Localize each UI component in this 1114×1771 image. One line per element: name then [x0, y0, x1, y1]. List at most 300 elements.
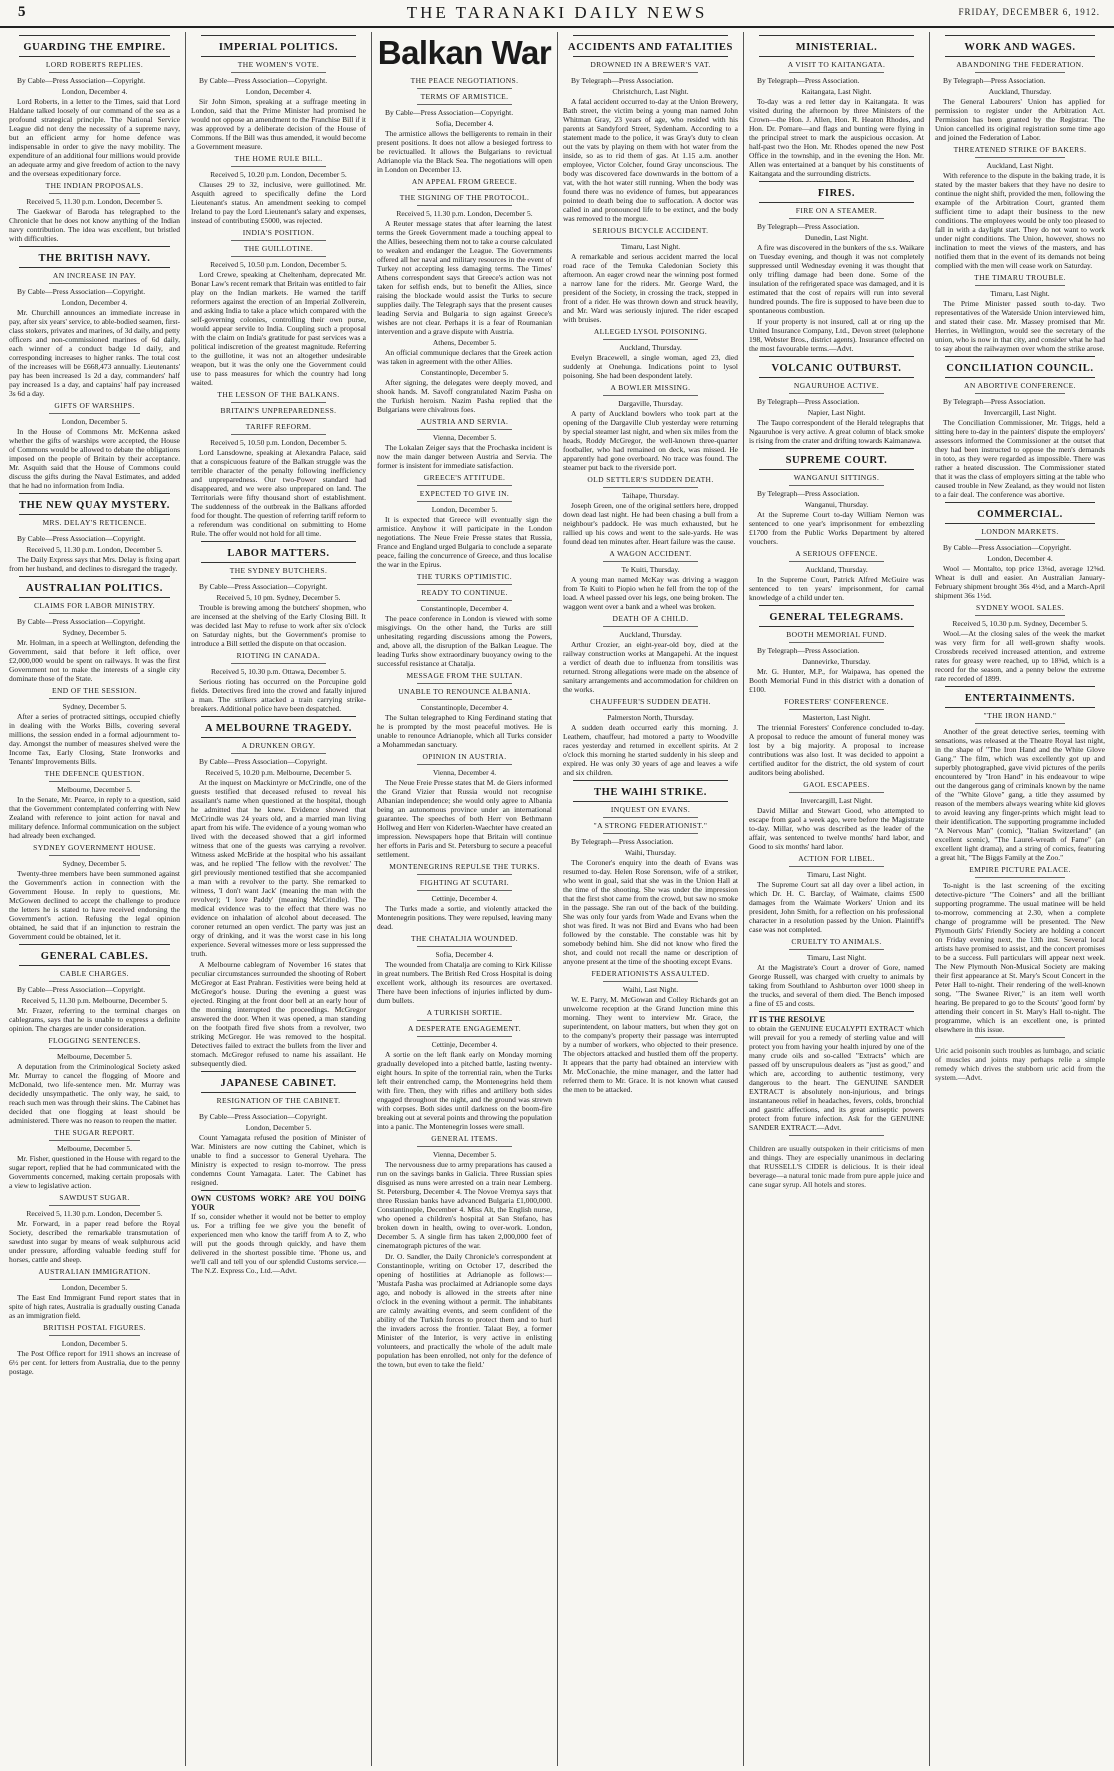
article-subhead: THREATENED STRIKE OF BAKERS.: [953, 145, 1087, 154]
article-body: At the Magistrate's Court a drover of Gore, named George Russell, was charged with cruelty to animals by taking from Southland to Ashburton over 1000 sheep in the trucks, and several of them died. The Bench imposed a fine of £5 and costs.: [749, 963, 924, 1008]
article-subhead: OLD SETTLER'S SUDDEN DEATH.: [587, 475, 714, 484]
rule: [417, 699, 512, 700]
article-byline: By Telegraph—Press Association.: [757, 489, 860, 498]
article-body: Arthur Crozier, an eight-year-old boy, died at the railway construction works at Mangapehi. At the inquest a verdict of death due to influenza from tonsilitis was returned. Strong allegations were made on the absence of sanitary arrangements and accommodation for children on the works.: [563, 640, 738, 694]
advertisement: [191, 1194, 366, 1275]
article-subhead: FIRE ON A STEAMER.: [795, 206, 878, 215]
article-body: The peace conference in London is viewed with some misgivings. On the other hand, the Turks are still unhesitating regarding discussions among the Powers, and, above all, the disruption of the Balkan League. The leading Turks show extraordinary buoyancy owing to the successful resistance at Chatalja.: [377, 614, 552, 668]
article-dateline: Auckland, Thursday.: [988, 87, 1052, 96]
article-dateline: London, December 5.: [61, 417, 128, 426]
article-headline: THE NEW QUAY MYSTERY.: [19, 500, 170, 511]
rule: [789, 485, 884, 486]
article-headline: WORK AND WAGES.: [964, 42, 1076, 53]
article-dateline: Timaru, Last Night.: [990, 289, 1050, 298]
article-subhead: RESIGNATION OF THE CABINET.: [216, 1096, 341, 1105]
rule: [573, 56, 728, 57]
rule: [573, 35, 728, 36]
article-dateline: Melbourne, December 5.: [57, 1144, 132, 1153]
rule: [945, 707, 1095, 708]
article: [9, 769, 180, 840]
rule: [231, 418, 326, 419]
article-dateline: Sydney, December 5.: [62, 859, 127, 868]
article-byline: By Cable—Press Association—Copyright.: [199, 1112, 328, 1121]
article-subhead: AUSTRALIAN IMMIGRATION.: [38, 1267, 151, 1276]
article-subhead: SERIOUS BICYCLE ACCIDENT.: [592, 226, 709, 235]
page-number: 5: [18, 4, 26, 20]
article-subhead: THE SIGNING OF THE PROTOCOL.: [399, 193, 530, 202]
article-body: The Turks made a sortie, and violently attacked the Montenegrin positions. They were repulsed, leaving many dead.: [377, 904, 552, 931]
article-body: At the Supreme Court to-day William Nernon was sentenced to one year's imprisonment for embezzling £1700 from the Public Works Department by altered vouchers.: [749, 510, 924, 546]
article-body: It is expected that Greece will eventually sign the armistice. Anyhow it will participate in the London negotiations. The Neue Freie Presse states that Russia, France and England urged Bulgaria to conclude a separate peace, failing the concurrence of Greece, and thus localise the war in the Epirus.: [377, 515, 552, 569]
article-subhead: END OF THE SESSION.: [52, 686, 137, 695]
rule: [573, 801, 728, 802]
article: [377, 1252, 552, 1369]
article-dateline: Melbourne, December 5.: [57, 1052, 132, 1061]
rule: [789, 709, 884, 710]
article-headline: GENERAL TELEGRAMS.: [769, 612, 904, 623]
rule: [201, 541, 356, 542]
rule: [201, 1071, 356, 1072]
article-body: With reference to the dispute in the baking trade, it is stated by the master bakers that they have no desire to continue the night shift, provided the men, following the example of the Arbitration Court, granted them sufficient time to adapt their business to the new conditions. The employees would be only too pleased to fall in with a daylight start. They do not want to work under night conditions. The Union, however, shows no inclination to meet the views of the masters, and has notified them that in the event of its demands not being complied with the men will cease work on Saturday.: [935, 171, 1105, 270]
article: [935, 145, 1105, 270]
article-body: A Melbourne cablegram of November 16 states that peculiar circumstances surrounded the shooting of Robert McGregor at East Prahran. Festivities were being held at McGregor's house. During the evening a guest was ejected. Ringing at the front door bell at an early hour of the morning interrupted the proceedings. McGregor answered the door. When it was opened, a man standing on the footpath fired five shots from a revolver, two striking McGregor. He was removed to the hospital. Detectives failed to extract the bullets from the liver and stomach. McGregor refused to name his assailant. He subsequently died.: [191, 960, 366, 1068]
article-dateline: London, December 4.: [61, 87, 128, 96]
article-subhead: TERMS OF ARMISTICE.: [420, 92, 509, 101]
article: [563, 475, 738, 546]
article: [377, 338, 552, 366]
advert-body: to obtain the GENUINE EUCALYPTI EXTRACT which will prevail for you a remedy of sterling value and will protect you from having your health injured by one of the many crude oils and so-called "Extracts" which are passed off by unscrupulous dealers as "just as good," and which are, according to authentic testimony, very dangerous to the heart. The GENUINE SANDER EXTRACT is absolutely non-injurious, and brings instantaneous relief in headaches, fevers, colds, bronchial and gastric affections, and its great antiseptic powers protect from future infection. Ask for the GENUINE SANDER EXTRACT.—Advt.: [749, 1024, 924, 1132]
rule: [789, 218, 884, 219]
rule: [759, 35, 914, 36]
article-headline: LABOR MATTERS.: [227, 548, 330, 559]
article-subhead: A VISIT TO KAITANGATA.: [787, 60, 886, 69]
rule: [231, 434, 326, 435]
rule: [789, 1135, 884, 1136]
rule: [975, 615, 1065, 616]
article-headline: GENERAL CABLES.: [40, 951, 149, 962]
rule: [49, 698, 140, 699]
article-headline: FIRES.: [817, 188, 856, 199]
article-headline: IMPERIAL POLITICS.: [218, 42, 339, 53]
article: [191, 390, 366, 538]
advert-body: If so, consider whether it would not be better to employ us. For a trifling fee we give you the benefit of experienced men who know the tariff from A to Z, who will put the goods through quickly, and have them delivered in the shortest possible time. 'Phone us, and we'll call and tell you of our splendid Customs service.—The N.Z. Express Co., Ltd.—Advt.: [191, 1212, 366, 1275]
article-body: A sortie on the left flank early on Monday morning gradually developed into a pitched battle, lasting twenty-eight hours. In spite of the torrential rain, when the Turks left their entrenched camp, the Montenegrins held them with fire. Then, they with rifles and artillery both sides engaged throughout the night, and the ground was strewn with corpses. Both sides until darkness on the boom-fire breaking out at several points and throwing the population into a panic. The Montenegrin losses were small.: [377, 1050, 552, 1131]
article-subhead: MONTENEGRINS REPULSE THE TURKS.: [389, 862, 540, 871]
rule: [49, 1205, 140, 1206]
article: [9, 944, 180, 1033]
article: [749, 605, 924, 694]
rule: [231, 753, 326, 754]
article-dateline: Received 5, 11.30 p.m. London, December 5.: [26, 545, 163, 554]
rule: [789, 949, 884, 950]
rule: [417, 104, 512, 105]
rule: [417, 189, 512, 190]
article-byline: By Cable—Press Association—Copyright.: [17, 985, 146, 994]
article: [191, 541, 366, 648]
rule: [19, 944, 170, 945]
article-body: A remarkable and serious accident marred the local road race of the Temuka Caledonian Society this afternoon. An eager crowd near the winning post formed a narrow lane for the riders. Mr. George Ward, the president of the Society, in crossing the track, stepped in front of a rider. He was thrown down and struck heavily, and Mr. Ward was seriously injured. The rider escaped with bruises.: [563, 252, 738, 324]
article: [935, 865, 1105, 1034]
article-dateline: Wanganui, Thursday.: [804, 500, 869, 509]
article-dateline: Received 5, 11.30 p.m. London, December 5.: [26, 1209, 163, 1218]
article-dateline: Received 5, 11.30 p.m. London, December 5.: [396, 209, 533, 218]
article-headline: SUPREME COURT.: [785, 455, 888, 466]
rule: [19, 246, 170, 247]
article-body: The Taupo correspondent of the Herald telegraphs that Ngauruhoe is very active. A great column of black smoke is rising from the crater and drifting towards Kaimanawa.: [749, 418, 924, 445]
article-subhead: GENERAL ITEMS.: [431, 1134, 498, 1143]
article-subhead: SYDNEY WOOL SALES.: [976, 603, 1064, 612]
article-body: A deputation from the Criminological Society asked Mr. Murray to cancel the flogging of Moore and McDonald, two life-sentence men. Mr. Murray was decidedly unsympathetic. The only way, he said, to reach such men was through their skins. The Cabinet has decided that one flogging at least should be administered. There was no reason to reopen the matter.: [9, 1062, 180, 1125]
article: [9, 401, 180, 490]
rule: [759, 448, 914, 449]
article-body: The armistice allows the belligerents to remain in their present positions. It does not allow a besieged fortress to be revictualled. It allows the Bulgarians to revictual Adrianople via the Black Sea. The negotiations will open in London on December 13.: [377, 129, 552, 174]
rule: [231, 1108, 326, 1109]
article-dateline: Vienna, December 5.: [432, 433, 497, 442]
article-body: The Sultan telegraphed to King Ferdinand stating that he is prompted by the most peaceful motives. He is unable to renounce Adrianople, which all Turks consider a Mohammedan sanctuary.: [377, 713, 552, 749]
article-subhead: EMPIRE PICTURE PALACE.: [969, 865, 1071, 874]
masthead: [0, 0, 1114, 28]
article-dateline: Sydney, December 5.: [62, 702, 127, 711]
article-dateline: Palmerston North, Thursday.: [607, 713, 694, 722]
rule: [975, 877, 1065, 878]
rule: [603, 833, 698, 834]
article-dateline: London, December 4.: [987, 554, 1053, 563]
article: [749, 697, 924, 777]
article-byline: By Cable—Press Association—Copyright.: [385, 108, 514, 117]
article-body: The Gaekwar of Baroda has telegraphed to the Chronicle that he does not know anything of the Indian navy contribution. The idea was excellent, but bristled with difficulties.: [9, 207, 180, 243]
article-body: Another of the great detective series, teeming with sensations, was released at the Theatre Royal last night, in the shape of "The Iron Hand and the White Glove Gang." The film, which was excellently got up and superbly photographed, gave vivid pictures of the perils encountered by "Iron Hand" in his endeavour to wipe out the dangerous gang of criminals known by the name of the "White Glove" gang, a title they assumed by reason of the members always wearing white kid gloves to avoid leaving any finger-prints which might lead to their identification. The supporting programme included "A Nervous Man" (comic), "Italian Switzerland" (an excellent scenic), "The Laurel-wreath of Fame" (an excellent light drama), and a string of comics, featuring a great hit, "The Biggs Family at the Zoo.": [935, 727, 1105, 862]
article-dateline: London, December 4.: [245, 87, 312, 96]
article: [935, 356, 1105, 499]
article-subhead: THE CHATALJIA WOUNDED.: [410, 934, 518, 943]
article-subhead: BOOTH MEMORIAL FUND.: [786, 630, 887, 639]
article-dateline: Christchurch, Last Night.: [612, 87, 689, 96]
rule: [945, 56, 1095, 57]
article-subhead: BRITISH POSTAL FIGURES.: [43, 1323, 146, 1332]
closing-note: Children are usually outspoken in their criticisms of men and things. They are especially unanimous in declaring that RUSSELL'S CIDER is delicious. It is their ideal beverage—a natural tonic made from pure apple juice and cane sugar syrup. All hotels and stores.: [749, 1143, 924, 1189]
article: [377, 671, 552, 749]
article-subhead: WANGANUI SITTINGS.: [793, 473, 880, 482]
rule: [603, 395, 698, 396]
newspaper-title: THE TARANAKI DAILY NEWS: [406, 3, 708, 22]
article-dateline: Invercargill, Last Night.: [800, 796, 873, 805]
article-dateline: Received 5, 10.50 p.m. London, December 5.: [210, 438, 347, 447]
article-dateline: Received 5, 10.50 p.m. London, December 5.: [210, 260, 347, 269]
article-byline: By Cable—Press Association—Copyright.: [17, 76, 146, 85]
column-4: [557, 32, 743, 1766]
rule: [49, 283, 140, 284]
rule: [417, 88, 512, 89]
column-3: [371, 32, 557, 1766]
article: [749, 549, 924, 602]
article-body: In the House of Commons Mr. McKenna asked whether the gifts of warships were accepted, the House of Commons would be allowed to debate the obligations imposed on the people of Britain by their acceptance. Mr. Asquith said that the House of Commons could discuss the gifts during the Naval Estimates, and added that he had no information from India.: [9, 427, 180, 490]
article-body: A sudden death occurred early this morning. J. Leathem, chauffeur, had motored a party to Woodville races yesterday and returned in excellent spirits. At 2 o'clock this morning he started suddenly in his sleep and expired. He was only 30 years of age and leaves a wife and six children.: [563, 723, 738, 777]
article-dateline: Sofia, December 4.: [435, 119, 494, 128]
article-headline: CONCILIATION COUNCIL.: [946, 363, 1094, 374]
article-subhead: DROWNED IN A BREWER'S VAT.: [590, 60, 711, 69]
article-byline: By Cable—Press Association—Copyright.: [943, 543, 1072, 552]
article-body: Joseph Green, one of the original settlers here, dropped down dead last night. He had been chasing a bull from a neighbour's paddock. He was much exhausted, but he rallied up his cows and went to the sale-yards. He was found dead ten minutes after. Heart failure was the cause.: [563, 501, 738, 546]
article-dateline: Auckland, Thursday.: [619, 630, 682, 639]
article: [9, 1128, 180, 1190]
rule: [19, 597, 170, 598]
article-body: Wool.—At the closing sales of the week the market was very firm for all well-grown shafty wools. Crossbreds received increased attention, and extreme rates for greasy were reached, up to 18⅜d, which is a record for the season, and a penny below the extreme rate recorded of 1899.: [935, 629, 1105, 683]
article-subhead: A TURKISH SORTIE.: [426, 1008, 503, 1017]
rule: [19, 576, 170, 577]
article: [191, 960, 366, 1068]
article-dateline: Kaitangata, Last Night.: [801, 87, 872, 96]
rule: [789, 561, 884, 562]
article: [563, 697, 738, 777]
rule: [417, 874, 512, 875]
article-body: A party of Auckland bowlers who took part at the opening of the Dargaville Club yesterday were returning by special steamer last night, and when six miles from the heads, Roddy McGregor, the well-known three-quarter footballer, who had remained on deck, was missed. He apparently had gone overboard. No trace was found. The steamer put back to the riverside port.: [563, 409, 738, 472]
article-body: Count Yamagata refused the position of Minister of War. Ministers are now cutting the Cabinet, which is unable to find a successor to General Uyehara. The Ministry is expected to resign to-morrow. The press condemns Count Yamagata. Later. The Cabinet has resigned.: [191, 1133, 366, 1187]
rule: [945, 502, 1095, 503]
article-body: The General Labourers' Union has applied for permission to register under the Arbitration Act. Permission has been granted by the Registrar. The Union cancelled its original registration some time ago and joined the Federation of Labor.: [935, 97, 1105, 142]
rule: [417, 600, 512, 601]
article-dateline: Dunedin, Last Night.: [804, 233, 869, 242]
article-byline: By Telegraph—Press Association.: [757, 646, 860, 655]
column-2: [185, 32, 371, 1766]
article-subhead: A BOWLER MISSING.: [610, 383, 691, 392]
rule: [603, 487, 698, 488]
rule: [19, 35, 170, 36]
article-subhead: CHAUFFEUR'S SUDDEN DEATH.: [590, 697, 711, 706]
article-dateline: Te Kuiti, Thursday.: [621, 565, 680, 574]
rule: [417, 683, 512, 684]
article-body: David Millar and Stewart Good, who attempted to escape from gaol a week ago, were before the Magistrate to-day. Millar, who was described as the leader of the affair, was sentenced to twelve months' hard labor, and Good to six months' hard labor.: [749, 806, 924, 851]
article: [749, 937, 924, 1008]
article-subhead: CRUELTY TO ANIMALS.: [791, 937, 882, 946]
article-subhead: MESSAGE FROM THE SULTAN.: [406, 671, 523, 680]
article-subhead: GAOL ESCAPEES.: [803, 780, 870, 789]
article-subhead: A WAGON ACCIDENT.: [609, 549, 692, 558]
article: [377, 177, 552, 336]
article-byline: By Telegraph—Press Association.: [943, 397, 1046, 406]
article-headline: MINISTERIAL.: [795, 42, 878, 53]
rule: [417, 429, 512, 430]
article-dateline: Dannevirke, Thursday.: [802, 657, 871, 666]
article-dateline: Taihape, Thursday.: [622, 491, 679, 500]
article: [563, 35, 738, 223]
article-body: Wool — Montalto, top price 13⅛d, average 12⅝d. Wheat is dull and easier. An Australian January-February shipment brought 36s 4½d, and a March-April shipment 36s 1½d.: [935, 564, 1105, 600]
article-byline: By Cable—Press Association—Copyright.: [17, 287, 146, 296]
article-dateline: London, December 5.: [431, 505, 498, 514]
article: [563, 383, 738, 472]
rule: [231, 663, 326, 664]
rule: [603, 238, 698, 239]
article-subhead: THE INDIAN PROPOSALS.: [45, 181, 144, 190]
article-subhead: THE SUGAR REPORT.: [54, 1128, 135, 1137]
article-subhead: CABLE CHARGES.: [60, 969, 129, 978]
article-body: To-day was a red letter day in Kaitangata. It was visited during the afternoon by three Ministers of the Crown—the Hon. J. Allen, Hon. R. Heaton Rhodes, and Hon. Dr. Pomare—and flags and bunting were flying in the principal street to mark the auspicious occasion. At half-past two the Hon. Mr. Rhodes opened the new Post Office in the township, and in the evening the Hon. Mr. Allen was entertained at a banquet by his constituents of Kaitangata and the surrounding districts.: [749, 97, 924, 178]
article-dateline: Melbourne, December 5.: [57, 785, 132, 794]
article-subhead: A SERIOUS OFFENCE.: [795, 549, 878, 558]
article-dateline: Constantinople, December 4.: [420, 604, 509, 613]
column-1: [4, 32, 185, 1766]
article-subhead: MRS. DELAY'S RETICENCE.: [42, 518, 147, 527]
rule: [975, 285, 1065, 286]
article: [749, 356, 924, 445]
article-headline: ACCIDENTS AND FATALITIES: [568, 42, 733, 53]
article-body: To-night is the last screening of the exciting detective-picture "The Coiners" and all the brilliant supporting programme. The usual matinee will be held to-morrow, commencing at 2.30, when a complete change of programme will be presented. The New Plymouth Girls' Friendly Society are holding a concert on Friday evening next, the 13th inst. Several local artists have promised to assist, and the concert promises to be a success. Full particulars will appear next week. The New Plymouth Non-Musical Society are making their first appearance at St. Mary's Scout Concert in the Peter Hall to-night. Their rendering of the well-known song, "The Swanee River," is an item well worth hearing. Be prepared to go to the Scouts' 'good form' by attending their concert in St. Mary's Hall to-night. The programme, which is an excellent one, is printed elsewhere in this issue.: [935, 881, 1105, 1034]
article-subhead: READY TO CONTINUE.: [421, 588, 508, 597]
rule: [49, 981, 140, 982]
rule: [231, 72, 326, 73]
article-dateline: Cettinje, December 4.: [431, 1040, 498, 1049]
rule: [603, 339, 698, 340]
article-subhead: FIGHTING AT SCUTARI.: [419, 878, 510, 887]
article-subhead: THE LESSON OF THE BALKANS.: [217, 390, 340, 399]
article-body: Mr. Forward, in a paper read before the Royal Society, described the remarkable transmutation of sawdust into sugar by means of weak sulphurous acid under pressure, affording valuable feeding stuff for horses, cattle and sheep.: [9, 1219, 180, 1264]
article-body: A young man named McKay was driving a waggon from Te Kuiti to Piopio when he fell from the top of the load. A wheel passed over his legs, one being broken. The waggon went over a bank and a wheel was broken.: [563, 575, 738, 611]
article-body: At the inquest on Mackintyre or McCrindle, one of the guests testified that deceased refused to reveal his assailant's name when questioned at the hospital, though he admitted that he knew. Evidence showed that McCrindle was 24 years old, and a married man living apart from his wife. The evidence of a young woman who lived with the deceased showed that a girl informed witness that one of the guests was carrying a revolver. Witness asked McBride at the hospital who his assailant was, and he replied 'The fellow with the revolver.' The girl previously mentioned testified that she accompanied a man with a revolver to the party. She remarked to witness, 'I don't want Jack' (meaning the man with the revolver); 'I love Paddy' (meaning McCrindle). The medical evidence was to the effect that there was no evidence on inhalation of alcohol about deceased. The coroner returned an open verdict. The party was just an orgy of drinking, and it was the worst case in his long experience. Several witnesses more or less suppressed the truth.: [191, 778, 366, 958]
article-subhead: LORD ROBERTS REPLIES.: [45, 60, 144, 69]
article-body: An official communique declares that the Greek action was taken in agreement with the other Allies.: [377, 348, 552, 366]
article-subhead: CLAIMS FOR LABOR MINISTRY.: [33, 601, 156, 610]
rule: [945, 35, 1095, 36]
article-body: After signing, the delegates were deeply moved, and shook hands. M. Savoff congratulated Nazim Pasha on the Turkish heroism. Nazim Pasha replied that the Bulgarians were chivalrous foes.: [377, 378, 552, 414]
article: [377, 1008, 552, 1131]
article-dateline: Received 5, 10.20 p.m. London, December 5.: [210, 170, 347, 179]
article-body: The wounded from Chatalja are coming to Kirk Kilisse in great numbers. The British Red Cross Hospital is doing excellent work, although its resources are overtaxed. There have been infections of injuries inflicted by dum-dum bullets.: [377, 960, 552, 1005]
rule: [49, 613, 140, 614]
article-body: The nervousness due to army preparations has caused a run on the savings banks in Galicia. Three Russian spies disguised as nuns were arrested on a train near Lemberg. St. Petersburg, December 4. The Novoe Vremya says that three Russian banks have advanced Bulgaria £1,000,000. Constantinople, December 4. Miss Alt, the English nurse, who opened a children's hospital at San Stefano, has broken down in health, owing to over-work. London, December 5. A single firm has taken 2,000,000 feet of cinematograph pictures of the war.: [377, 1160, 552, 1250]
article-dateline: Masterton, Last Night.: [802, 713, 871, 722]
article-subhead: INDIA'S POSITION.: [242, 228, 315, 237]
article-subhead: ACTION FOR LIBEL.: [798, 854, 875, 863]
rule: [49, 781, 140, 782]
rule: [945, 356, 1095, 357]
advertisement: [749, 1015, 924, 1132]
article-body: Lord Lansdowne, speaking at Alexandra Palace, said that a conspicuous feature of the Balkan struggle was the terrible character of the penalty following inefficiency and unpreparedness. Our two-Power standard had disappeared, and we were also unprepared on land. The Territorials were fifty thousand short of establishment. The suddenness of the outbreak in the Balkans afforded food for thought. The question of referring tariff reform to a referendum was conditional on submitting to Home Rule. The offer would not hold for all time.: [191, 448, 366, 538]
article-body: The Neue Freie Presse states that M. de Giers informed the Grand Vizier that Russia would not recognise Albanian independence; she would only agree to Albania being an autonomous province under an international guarantee. The speeches of both Herr von Bethmann Hollweg and Herr von Kiderlen-Waechter have created an impression. Newspapers hope that Britain will continue her efforts in Paris and St. Petersburg to secure a peaceful settlement.: [377, 778, 552, 859]
article-subhead: THE PEACE NEGOTIATIONS.: [410, 76, 519, 85]
rule: [49, 855, 140, 856]
article: [9, 686, 180, 766]
article-subhead: GIFTS OF WARSHIPS.: [54, 401, 135, 410]
article-body: Mr. Churchill announces an immediate increase in pay, after six years' service, to able-bodied seamen, first-class stokers, privates and marines, of 3d daily, and petty officers and non-commissioned marines of 6d daily, each winner of a conduct badge 1d daily, and corresponding increases to higher ranks. The total cost of the increases will be £668,473 annually. Lieutenants' pay has been increased 1s 2d a day, commanders' half pay increased 1s a day, and captains' half pay increased 3s 6d a day.: [9, 308, 180, 398]
article-dateline: Vienna, December 5.: [432, 1150, 497, 1159]
rule: [417, 1036, 512, 1037]
article: [377, 417, 552, 470]
article-subhead: OPINION IN AUSTRIA.: [422, 752, 507, 761]
article-subhead: EXPECTED TO GIVE IN.: [419, 489, 510, 498]
article-byline: By Cable—Press Association—Copyright.: [199, 757, 328, 766]
article-dateline: Auckland, Thursday.: [805, 565, 868, 574]
article: [749, 181, 924, 315]
article: [563, 549, 738, 611]
rule: [759, 202, 914, 203]
article-body: A Reuter message states that after learning the latest terms the Greek Government made a touching appeal to the Allies, beseeching them not to take a course calculated to weaken and endanger the League. The Governments offered all her naval and military resources in the event of Turkey not accepting less damaging terms. The Times' Athens correspondent says that Greece's action was not taken for selfish ends, but to benefit the Allies, since raising the blockade would assist the Turks to secure supplies daily. The Telegraph says that the present causes leading Servia and Bulgaria to sign against Greece's wishes are not clear. Perhaps it is a fear of Roumanian intervention and a grave dispute with Austria.: [377, 219, 552, 336]
article: [563, 327, 738, 380]
rule: [19, 56, 170, 57]
article-subhead: THE DEFENCE QUESTION.: [44, 769, 145, 778]
article-dateline: Auckland, Thursday.: [619, 343, 682, 352]
article: [935, 273, 1105, 353]
rule: [231, 256, 326, 257]
rule: [417, 946, 512, 947]
rule: [201, 35, 356, 36]
article-byline: By Telegraph—Press Association.: [571, 76, 674, 85]
article-body: The Supreme Court sat all day over a libel action, in which Dr. H. C. Barclay, of Waimate, claims £500 damages from the Waimate Workers' Union and its president, John Smith, for a reflection on his professional character in a resolution passed by the Union. Plaintiff's case was not completed.: [749, 880, 924, 934]
article-subhead: AN ABORTIVE CONFERENCE.: [964, 381, 1076, 390]
article: [377, 1134, 552, 1250]
article-dateline: Waihi, Thursday.: [624, 848, 677, 857]
article-subhead: DEATH OF A CHILD.: [612, 614, 689, 623]
article-subhead: ALLEGED LYSOL POISONING.: [593, 327, 708, 336]
article-subhead: FORESTERS' CONFERENCE.: [784, 697, 889, 706]
article-body: The Conciliation Commissioner, Mr. Triggs, held a sitting here to-day in the painters' dispute the employers' assessors informed the Commissioner at the outset that they had been instructed to oppose the men's demands in toto, as they were regarded as impossible. There was rather a heated discussion. The Commissioner stated that it was the class of employers sitting at the table who caused trouble in New Zealand, as they would not listen to a fair deal. The conference was abortive.: [935, 418, 1105, 499]
article-subhead: RIOTING IN CANADA.: [236, 651, 321, 660]
rule: [49, 413, 140, 414]
article: [9, 181, 180, 243]
article-body: The Lokalan Zeiger says that the Prochaska incident is now the main danger between Austria and Servia. The former is insistent for immediate satisfaction.: [377, 443, 552, 470]
rule: [417, 1020, 512, 1021]
rule: [49, 1140, 140, 1141]
article: [935, 35, 1105, 142]
rule: [49, 193, 140, 194]
rule: [19, 267, 170, 268]
rule: [975, 539, 1065, 540]
rule: [417, 764, 512, 765]
rule: [231, 402, 326, 403]
article-dateline: London, December 4.: [61, 298, 128, 307]
article-subhead: FLOGGING SENTENCES.: [48, 1036, 141, 1045]
article: [749, 780, 924, 851]
rule: [945, 523, 1095, 524]
rule: [945, 377, 1095, 378]
article-subhead: THE SYDNEY BUTCHERS.: [229, 566, 328, 575]
article-headline: THE BRITISH NAVY.: [38, 253, 151, 264]
article-body: Trouble is brewing among the butchers' shopmen, who are incensed at the shelving of the Early Closing Bill. It was decided last May to refuse to work after six o'clock on Saturday nights, but the Government's promise to introduce a Bill settled the dispute on that occasion.: [191, 603, 366, 648]
rule: [417, 890, 512, 891]
article-subhead: INQUEST ON EVANS.: [610, 805, 691, 814]
rule: [19, 965, 170, 966]
article: [9, 843, 180, 941]
article-dateline: Received 5, 10.20 p.m. Melbourne, December 5.: [205, 768, 352, 777]
article-subhead: AN APPEAL FROM GREECE.: [411, 177, 518, 186]
article: [9, 1323, 180, 1376]
issue-date: FRIDAY, DECEMBER 6, 1912.: [958, 7, 1100, 17]
article: [749, 35, 924, 178]
article-byline: By Cable—Press Association—Copyright.: [199, 76, 328, 85]
article: [191, 716, 366, 958]
article-body: The triennial Foresters' Conference concluded to-day. A proposal to reduce the amount of funeral money was lost by a big majority. A proposal to increase contributions was also lost. It was decided to appoint a certified auditor for the district, the old system of court auditors being abolished.: [749, 723, 924, 777]
rule: [789, 792, 884, 793]
rule: [603, 817, 698, 818]
article-subhead: LONDON MARKETS.: [981, 527, 1059, 536]
article-byline: By Cable—Press Association—Copyright.: [17, 617, 146, 626]
article: [935, 603, 1105, 683]
rule: [759, 605, 914, 606]
article-headline: VOLCANIC OUTBURST.: [771, 363, 902, 374]
rule: [603, 561, 698, 562]
rule: [573, 780, 728, 781]
article: [563, 969, 738, 1094]
rule: [417, 584, 512, 585]
rule: [201, 56, 356, 57]
article-headline: ENTERTAINMENTS.: [964, 693, 1076, 704]
article-headline: THE WAIHI STRIKE.: [593, 787, 707, 798]
article-dateline: Received 5, 10.30 p.m. Sydney, December 5.: [952, 619, 1088, 628]
article: [935, 686, 1105, 862]
rule: [201, 562, 356, 563]
article: [749, 448, 924, 546]
article-dateline: London, December 5.: [245, 1123, 312, 1132]
article-body: If your property is not insured, call at or ring up the United Insurance Company, Ltd., Devon street (telephone 198, Webster Bros., district agents). Insurance effected on the most favourable terms.—Advt.: [749, 317, 924, 353]
article-body: The Daily Express says that Mrs. Delay is fixing apart from her husband, and declines to disregard the tragedy.: [9, 555, 180, 573]
